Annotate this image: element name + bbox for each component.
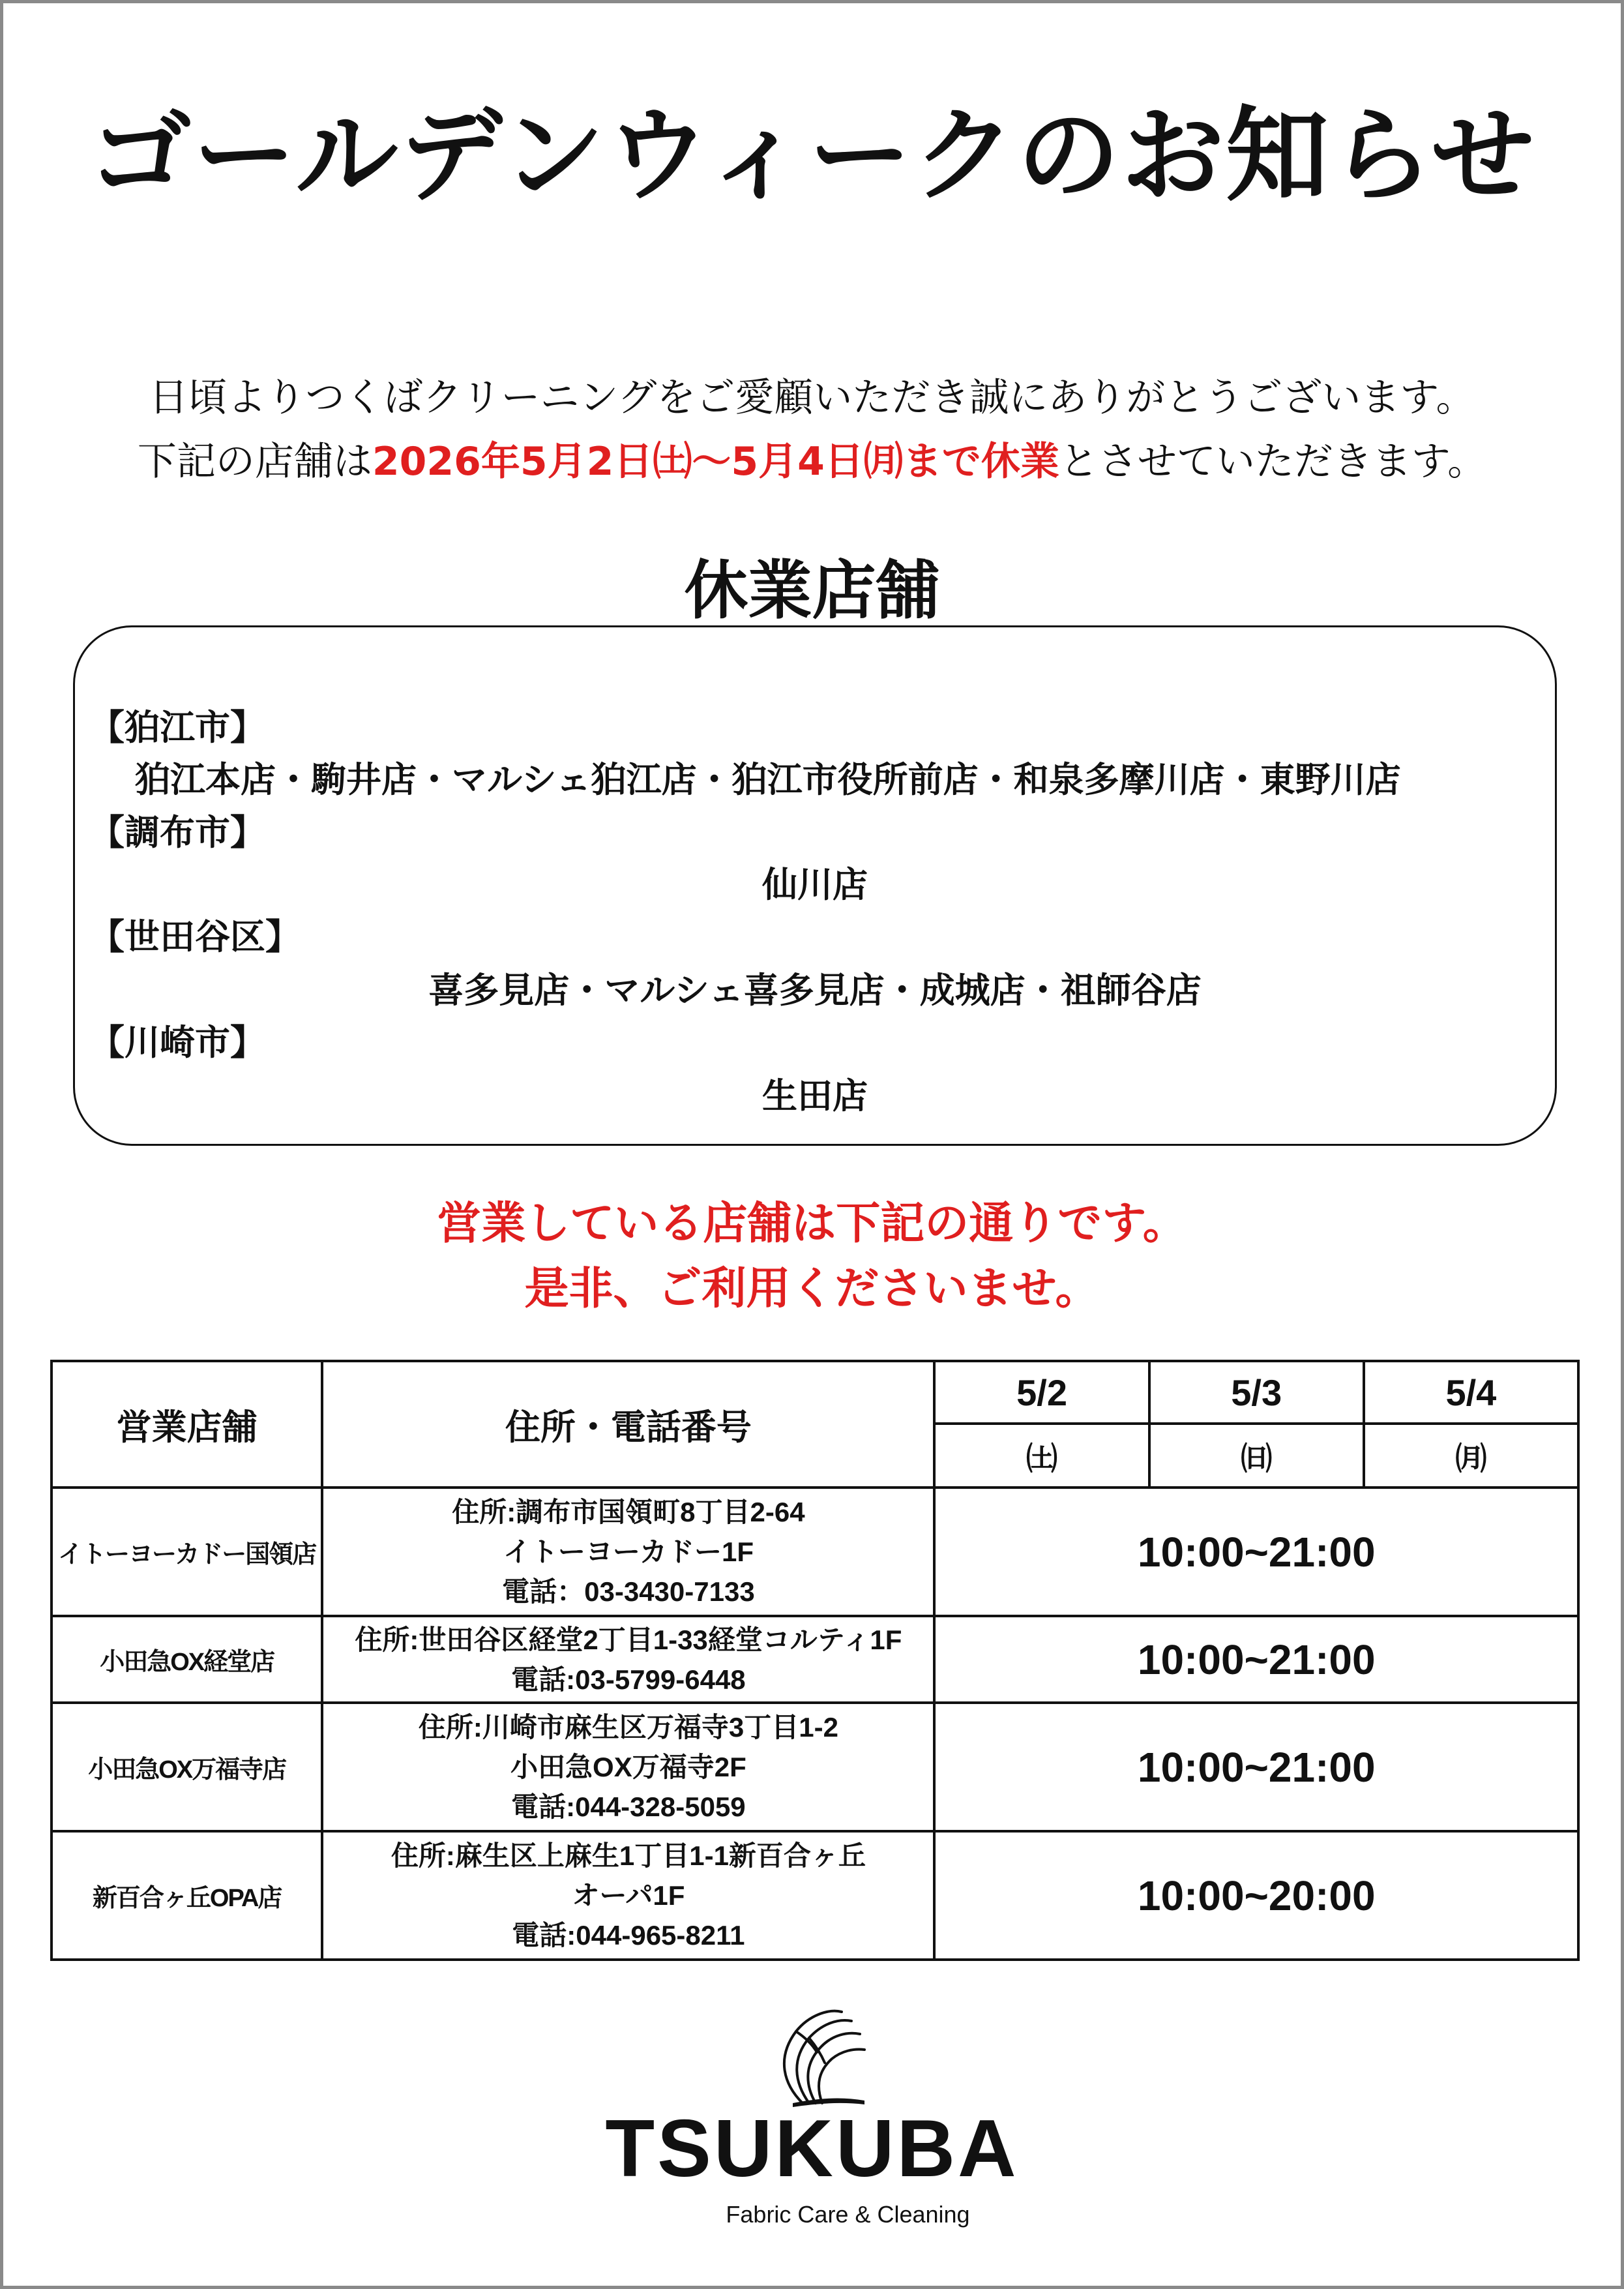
- store-hours: 10:00~21:00: [934, 1616, 1578, 1703]
- intro-text: [3, 366, 1621, 494]
- header-day-1: ㈯: [934, 1424, 1149, 1488]
- phone-line: 電話:044-965-8211: [512, 1920, 745, 1951]
- store-address: [322, 1703, 934, 1831]
- tsukuba-logo: [3, 2005, 1621, 2228]
- stores-chofu: 仙川店: [762, 864, 868, 905]
- logo-tagline: Fabric Care & Cleaning: [726, 2201, 970, 2228]
- table-row: [52, 1488, 1578, 1616]
- address-line: オーパ1F: [572, 1880, 685, 1911]
- page-title: ゴールデンウィークのお知らせ: [88, 96, 1536, 216]
- store-address: [322, 1831, 934, 1960]
- phone-line: 電話:044-328-5059: [511, 1791, 746, 1822]
- notice-line-1: 営業している店舗は下記の通りです。: [437, 1198, 1187, 1249]
- table-row: [52, 1616, 1578, 1703]
- store-hours: 10:00~21:00: [934, 1488, 1578, 1616]
- open-stores-table: [50, 1360, 1580, 1961]
- region-label-setagaya: 【世田谷区】: [89, 916, 301, 957]
- region-label-komae: 【狛江市】: [89, 707, 265, 748]
- table-row: [52, 1703, 1578, 1831]
- table-row: [52, 1831, 1578, 1960]
- header-store: 営業店舗: [52, 1361, 322, 1488]
- intro-line-2-post: とさせていただきます。: [1059, 439, 1487, 485]
- notice-line-2: 是非、ご利用くださいませ。: [524, 1263, 1100, 1315]
- closed-stores-title: 休業店舗: [684, 554, 940, 628]
- stores-kawasaki: 生田店: [762, 1075, 868, 1116]
- stores-komae: 狛江本店・駒井店・マルシェ狛江店・狛江市役所前店・和泉多摩川店・東野川店: [135, 759, 1401, 800]
- store-hours: 10:00~20:00: [934, 1831, 1578, 1960]
- intro-line-2: [3, 430, 1621, 494]
- intro-line-2-pre: 下記の店舗は: [137, 439, 372, 485]
- store-name: 新百合ヶ丘OPA店: [52, 1831, 322, 1960]
- logo-wordmark: TSUKUBA: [605, 2104, 1019, 2194]
- address-line: イトーヨーカドー1F: [503, 1536, 754, 1567]
- table-header-row: [52, 1361, 1578, 1424]
- store-name: 小田急OX万福寺店: [52, 1703, 322, 1831]
- store-address: [322, 1488, 934, 1616]
- header-day-3: ㈪: [1364, 1424, 1578, 1488]
- address-line: 小田急OX万福寺2F: [510, 1752, 746, 1782]
- intro-line-1: 日頃よりつくばクリーニングをご愛顧いただき誠にありがとうございます。: [149, 375, 1475, 421]
- region-label-chofu: 【調布市】: [89, 812, 265, 853]
- address-line: 住所:世田谷区経堂2丁目1-33経堂コルティ1F: [355, 1624, 902, 1655]
- address-line: 住所:川崎市麻生区万福寺3丁目1-2: [418, 1712, 838, 1743]
- stores-setagaya: 喜多見店・マルシェ喜多見店・成城店・祖師谷店: [428, 970, 1202, 1011]
- store-name: 小田急OX経堂店: [52, 1616, 322, 1703]
- wing-feather-icon: [757, 2005, 868, 2110]
- closure-dates-highlight: 2026年5月2日㈯〜5月4日㈪まで休業: [372, 439, 1059, 485]
- header-date-2: 5/3: [1149, 1361, 1364, 1424]
- header-date-3: 5/4: [1364, 1361, 1578, 1424]
- closed-stores-box: [73, 625, 1557, 1146]
- phone-line: 電話:03-5799-6448: [511, 1664, 746, 1695]
- header-day-2: ㈰: [1149, 1424, 1364, 1488]
- phone-line: 電話：03-3430-7133: [502, 1576, 755, 1607]
- open-stores-notice: [3, 1191, 1621, 1322]
- region-label-kawasaki: 【川崎市】: [89, 1022, 265, 1063]
- store-hours: 10:00~21:00: [934, 1703, 1578, 1831]
- header-address: 住所・電話番号: [322, 1361, 934, 1488]
- header-date-1: 5/2: [934, 1361, 1149, 1424]
- store-address: [322, 1616, 934, 1703]
- address-line: 住所:調布市国領町8丁目2-64: [452, 1497, 805, 1527]
- address-line: 住所:麻生区上麻生1丁目1-1新百合ヶ丘: [391, 1840, 866, 1871]
- store-name: イトーヨーカドー国領店: [52, 1488, 322, 1616]
